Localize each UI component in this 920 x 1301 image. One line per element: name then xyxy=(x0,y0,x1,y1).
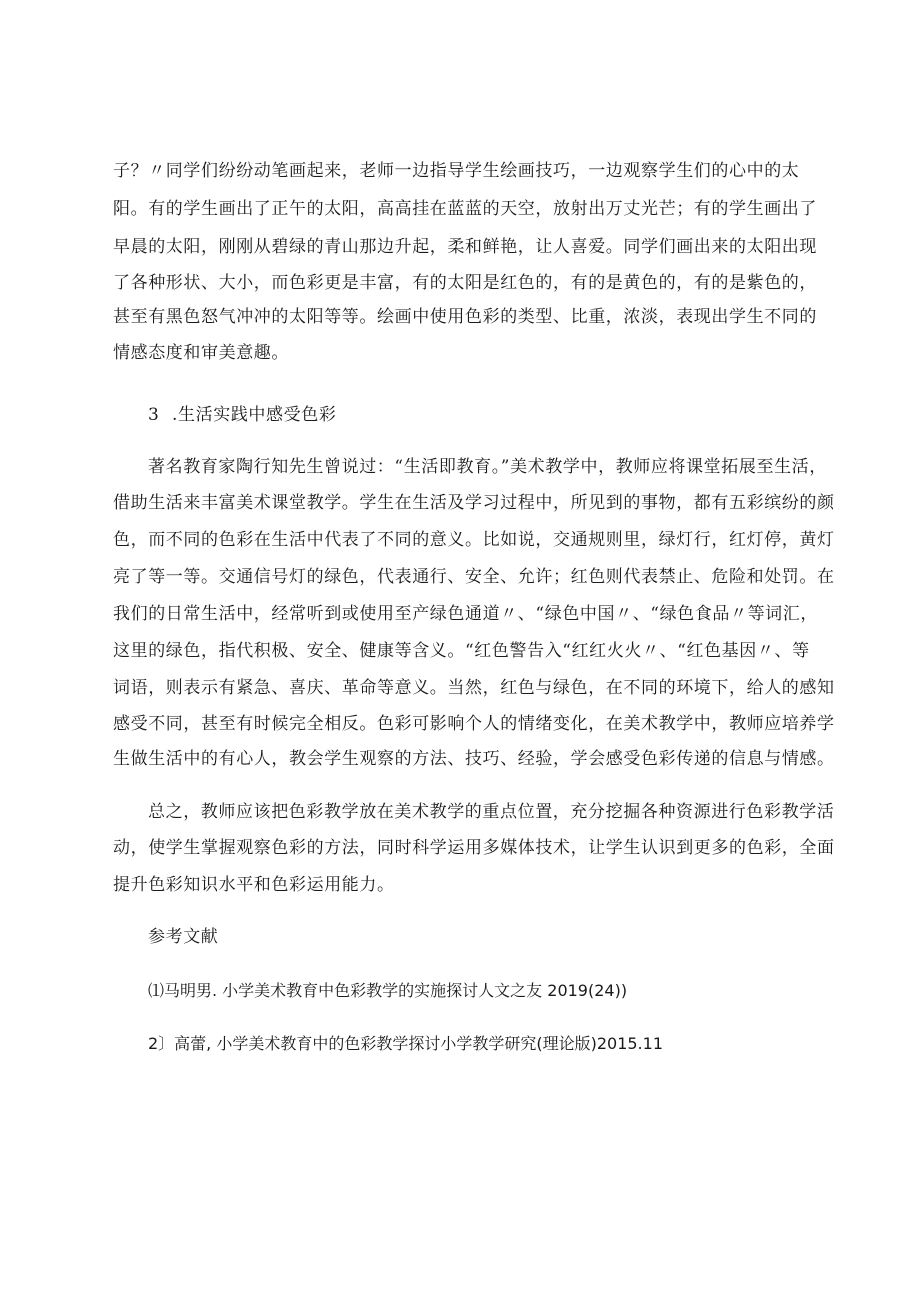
paragraph-2-line: 亮了等一等。交通信号灯的绿色，代表通行、安全、允许；红色则代表禁止、危险和处罚。在 xyxy=(113,567,835,587)
paragraph-2-line: 借助生活来丰富美术课堂教学。学生在生活及学习过程中，所见到的事物，都有五彩缤纷的颜 xyxy=(113,493,835,513)
paragraph-1-line: 了各种形状、大小，而色彩更是丰富，有的太阳是红色的，有的是黄色的，有的是紫色的， xyxy=(113,273,817,293)
reference-item: 2〕高蕾, 小学美术教育中的色彩教学探讨小学教学研究(理论版)2015.11 xyxy=(148,1034,664,1053)
paragraph-1-line: 甚至有黑色怒气冲冲的太阳等等。绘画中使用色彩的类型、比重，浓淡，表现出学生不同的 xyxy=(113,307,817,327)
paragraph-2-line: 色，而不同的色彩在生活中代表了不同的意义。比如说，交通规则里，绿灯行，红灯停，黄灯 xyxy=(113,530,835,550)
paragraph-2-line: 我们的日常生活中，经常听到或使用至产绿色通道〃、“绿色中国〃、“绿色食品〃等词汇， xyxy=(113,604,818,624)
paragraph-2-line: 著名教育家陶行知先生曾说过：“生活即教育。”美术教学中，教师应将课堂拓展至生活， xyxy=(148,457,827,477)
paragraph-3-line: 总之，教师应该把色彩教学放在美术教学的重点位置，充分挖掘各种资源进行色彩教学活 xyxy=(148,802,835,822)
paragraph-2-line: 感受不同，甚至有时候完全相反。色彩可影响个人的情绪变化，在美术教学中，教师应培养学 xyxy=(113,714,835,734)
paragraph-2-line: 词语，则表示有紧急、喜庆、革命等意义。当然，红色与绿色，在不同的环境下，给人的感知 xyxy=(113,678,835,698)
paragraph-3-line: 提升色彩知识水平和色彩运用能力。 xyxy=(113,875,395,895)
paragraph-1-line: 早晨的太阳，刚刚从碧绿的青山那边升起，柔和鲜艳，让人喜爱。同学们画出来的太阳出现 xyxy=(113,237,817,257)
paragraph-1-line: 阳。有的学生画出了正午的太阳，高高挂在蓝蓝的天空，放射出万丈光芒；有的学生画出了 xyxy=(113,199,817,219)
section-heading: 3 .生活实践中感受色彩 xyxy=(148,405,337,425)
paragraph-1-line: 情感态度和审美意趣。 xyxy=(113,343,289,363)
paragraph-1-line: 子？〃同学们纷纷动笔画起来，老师一边指导学生绘画技巧，一边观察学生们的心中的太 xyxy=(113,161,800,181)
references-heading: 参考文献 xyxy=(148,927,219,947)
paragraph-2-line: 这里的绿色，指代积极、安全、健康等含义。“红色警告入“红红火火〃、“红色基因〃、等 xyxy=(113,641,810,661)
reference-item: ⑴马明男. 小学美术教育中色彩教学的实施探讨人文之友 2019(24)) xyxy=(148,981,628,1000)
paragraph-2-line: 生做生活中的有心人，教会学生观察的方法、技巧、经验，学会感受色彩传递的信息与情感。 xyxy=(113,749,835,769)
paragraph-3-line: 动，使学生掌握观察色彩的方法，同时科学运用多媒体技术，让学生认识到更多的色彩，全面 xyxy=(113,838,835,858)
